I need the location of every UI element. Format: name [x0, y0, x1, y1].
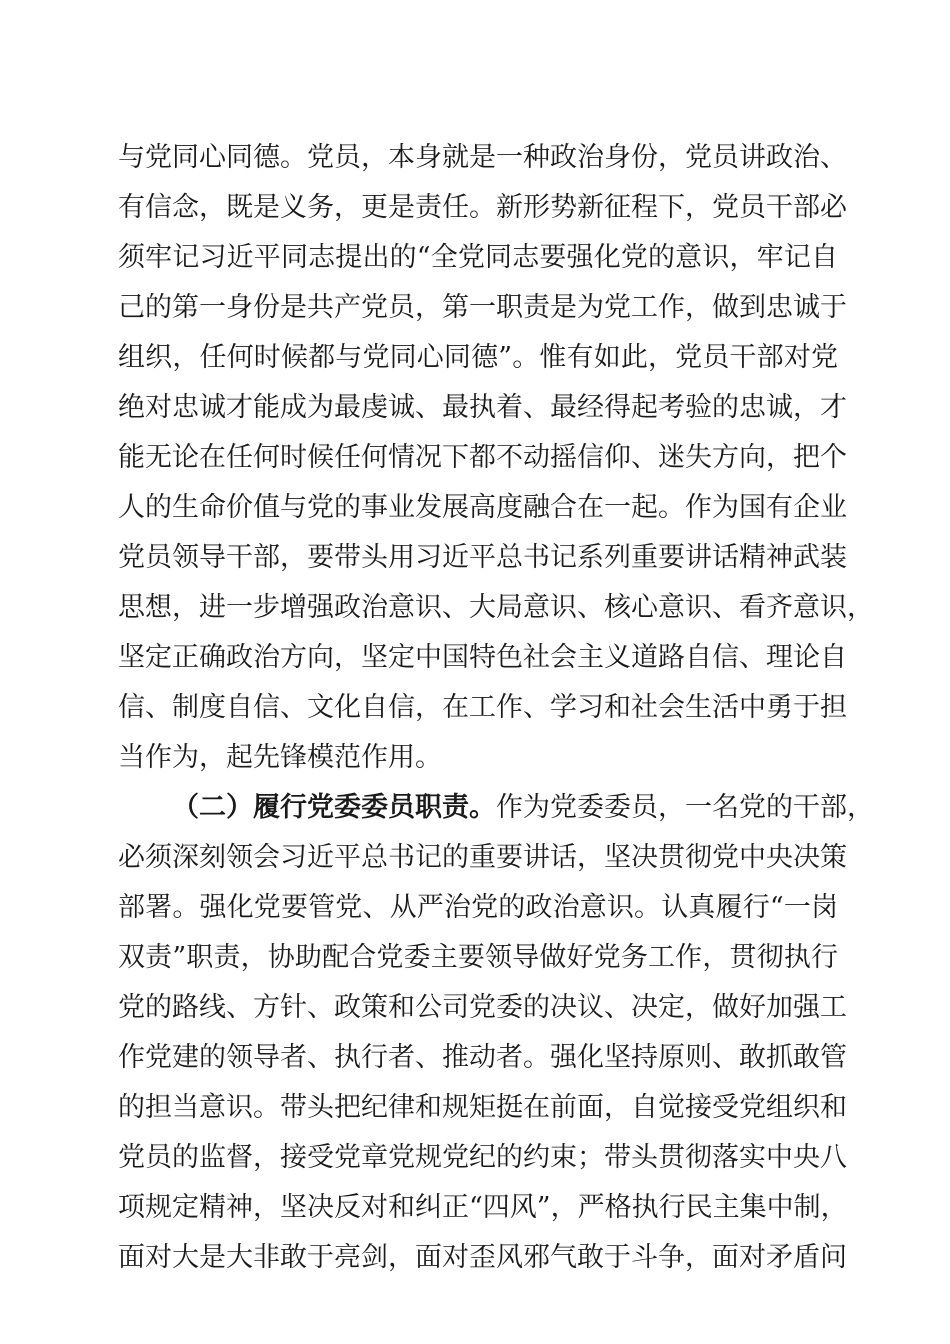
- text-line: 组织，任何时候都与党同心同德”。惟有如此，党员干部对党: [118, 342, 838, 373]
- text-line: 信、制度自信、文化自信，在工作、学习和社会生活中勇于担: [118, 692, 847, 723]
- text-line: 党的路线、方针、政策和公司党委的决议、决定，做好加强工: [118, 992, 847, 1023]
- text-line: 绝对忠诚才能成为最虔诚、最执着、最经得起考验的忠诚，才: [118, 392, 847, 423]
- text-line: 当作为，起先锋模范作用。: [118, 742, 442, 773]
- text-line: 党员的监督，接受党章党规党纪的约束；带头贯彻落实中央八: [118, 1142, 847, 1173]
- text-line: 项规定精神，坚决反对和纠正“四风”，严格执行民主集中制，: [118, 1192, 848, 1223]
- text-line: 双责”职责，协助配合党委主要领导做好党务工作，贯彻执行: [118, 942, 838, 973]
- text-line: 己的第一身份是共产党员，第一职责是为党工作，做到忠诚于: [118, 292, 847, 323]
- text-line: 作党建的领导者、执行者、推动者。强化坚持原则、敢抓敢管: [118, 1042, 847, 1073]
- text-line: 与党同心同德。党员，本身就是一种政治身份，党员讲政治、: [118, 142, 847, 173]
- text-line: 的担当意识。带头把纪律和规矩挺在前面，自觉接受党组织和: [118, 1092, 847, 1123]
- text-line: 有信念，既是义务，更是责任。新形势新征程下，党员干部必: [118, 192, 847, 223]
- section-heading: （二）履行党委委员职责。: [172, 792, 496, 823]
- text-line: 部署。强化党要管党、从严治党的政治意识。认真履行“一岗: [118, 892, 838, 923]
- text-line: 面对大是大非敢于亮剑，面对歪风邪气敢于斗争，面对矛盾问: [118, 1242, 847, 1273]
- text-line: 须牢记习近平同志提出的“全党同志要强化党的意识，牢记自: [118, 242, 838, 273]
- text-line: 能无论在任何时候任何情况下都不动摇信仰、迷失方向，把个: [118, 442, 847, 473]
- text-line: 党员领导干部，要带头用习近平总书记系列重要讲话精神武装: [118, 542, 847, 573]
- heading-continuation: 作为党委委员，一名党的干部，: [496, 792, 874, 823]
- text-line: 思想，进一步增强政治意识、大局意识、核心意识、看齐意识，: [118, 592, 874, 623]
- text-line: 必须深刻领会习近平总书记的重要讲话，坚决贯彻党中央决策: [118, 842, 847, 873]
- text-line: 人的生命价值与党的事业发展高度融合在一起。作为国有企业: [118, 492, 847, 523]
- paragraph-2-first-line: [172, 785, 874, 831]
- text-line: 坚定正确政治方向，坚定中国特色社会主义道路自信、理论自: [118, 642, 847, 673]
